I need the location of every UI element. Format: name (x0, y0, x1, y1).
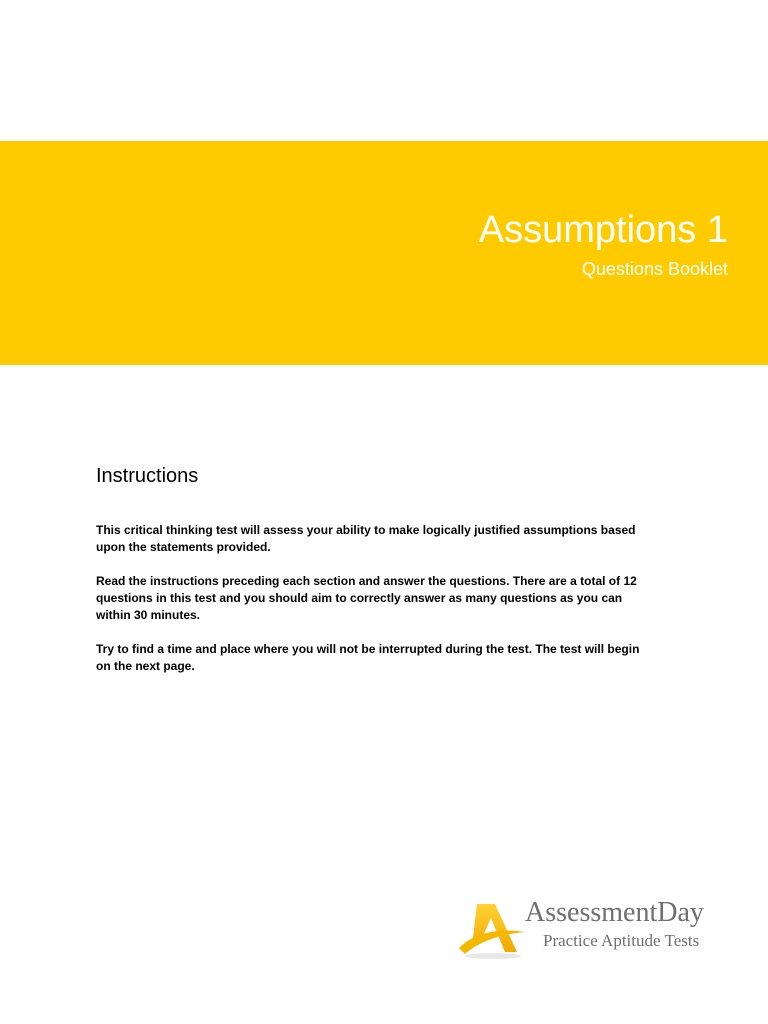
title-banner (0, 141, 768, 365)
instructions-paragraph: This critical thinking test will assess your ability to make logically justified assumptions based upon the statements provided. (96, 523, 636, 554)
instructions-heading: Instructions (96, 465, 199, 487)
document-title: Assumptions 1 (478, 209, 728, 251)
instructions-body (96, 522, 656, 692)
stylized-letter-a-icon (455, 896, 527, 960)
document-subtitle: Questions Booklet (581, 259, 728, 279)
assessmentday-logo (455, 896, 745, 966)
logo-tagline: Practice Aptitude Tests (543, 931, 700, 950)
logo-name: AssessmentDay (525, 897, 704, 928)
instructions-paragraph: Read the instructions preceding each section and answer the questions. There are a total of 12 questions in this test and you should aim to correctly answer as many questions as you can within 30 minutes. (96, 574, 637, 622)
instructions-paragraph: Try to find a time and place where you will not be interrupted during the test. The test will begin on the next page. (96, 642, 640, 673)
